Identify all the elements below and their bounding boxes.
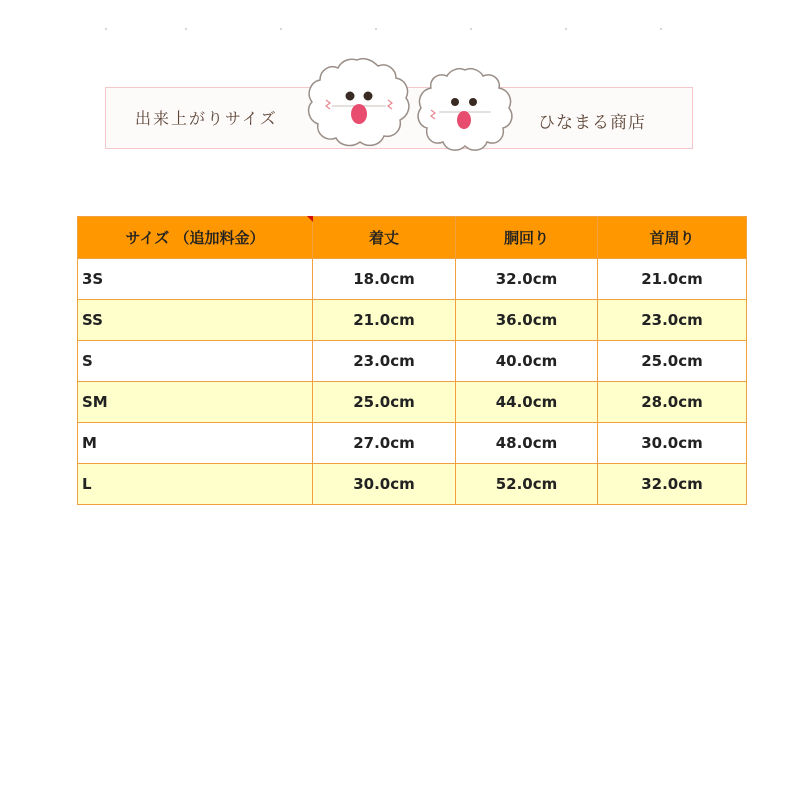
banner-title: 出来上がりサイズ <box>135 109 278 128</box>
size-cell: M <box>78 423 313 464</box>
table-row <box>78 423 747 464</box>
neck-cell: 25.0cm <box>598 341 747 382</box>
waist-cell: 36.0cm <box>456 300 598 341</box>
neck-cell: 28.0cm <box>598 382 747 423</box>
table-row <box>78 341 747 382</box>
header-length: 着丈 <box>313 217 456 259</box>
header-size: サイズ （追加料金） <box>78 217 313 259</box>
length-cell: 27.0cm <box>313 423 456 464</box>
table-header-row <box>78 217 747 259</box>
length-cell: 25.0cm <box>313 382 456 423</box>
waist-cell: 48.0cm <box>456 423 598 464</box>
waist-cell: 52.0cm <box>456 464 598 505</box>
neck-cell: 30.0cm <box>598 423 747 464</box>
mascot-left-icon <box>302 54 412 150</box>
size-cell: L <box>78 464 313 505</box>
header-neck: 首周り <box>598 217 747 259</box>
mascot-right-icon <box>417 66 513 152</box>
decorative-dots <box>100 28 680 32</box>
size-cell: S <box>78 341 313 382</box>
waist-cell: 44.0cm <box>456 382 598 423</box>
table-row <box>78 382 747 423</box>
length-cell: 30.0cm <box>313 464 456 505</box>
header-waist: 胴回り <box>456 217 598 259</box>
shop-name: ひなまる商店 <box>538 113 646 133</box>
waist-cell: 32.0cm <box>456 259 598 300</box>
size-cell: SM <box>78 382 313 423</box>
size-table <box>77 216 747 505</box>
table-row <box>78 464 747 505</box>
table-row <box>78 300 747 341</box>
neck-cell: 21.0cm <box>598 259 747 300</box>
neck-cell: 23.0cm <box>598 300 747 341</box>
size-cell: 3S <box>78 259 313 300</box>
cell-comment-marker <box>307 216 313 222</box>
waist-cell: 40.0cm <box>456 341 598 382</box>
neck-cell: 32.0cm <box>598 464 747 505</box>
table-row <box>78 259 747 300</box>
length-cell: 18.0cm <box>313 259 456 300</box>
length-cell: 21.0cm <box>313 300 456 341</box>
size-cell: SS <box>78 300 313 341</box>
length-cell: 23.0cm <box>313 341 456 382</box>
